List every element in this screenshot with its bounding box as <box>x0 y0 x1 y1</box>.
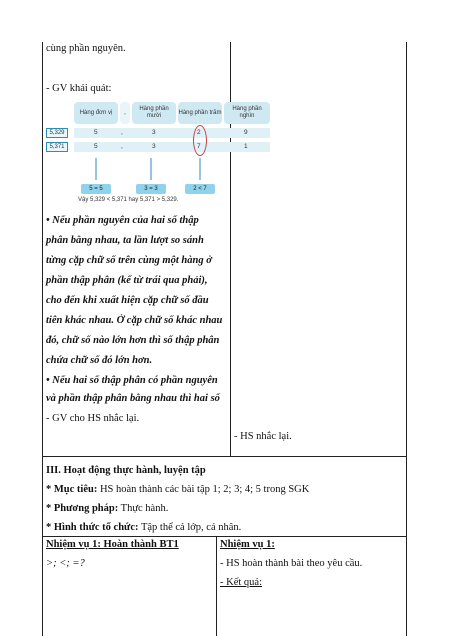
teacher-repeat: - GV cho HS nhắc lại. <box>46 413 140 424</box>
digit: 9 <box>244 129 248 136</box>
intro-tail: cùng phần nguyên. <box>46 43 126 54</box>
method-line <box>46 502 168 515</box>
digit: 3 <box>152 143 156 150</box>
form-text: Tập thể cả lớp, cá nhân. <box>138 522 242 533</box>
header-units: Hàng đơn vị <box>74 102 118 124</box>
rule-line: và phần thập phân bằng nhau thì hai số <box>46 393 220 404</box>
header-tenths: Hàng phần mười <box>132 102 176 124</box>
comparison-badge: 2 < 7 <box>185 184 215 194</box>
rule-line: cho đến khi xuất hiện cặp chữ số đầu <box>46 295 209 306</box>
row-label: 5,329 <box>46 128 68 138</box>
table-left-border <box>42 42 43 636</box>
column-divider-lower <box>216 536 217 636</box>
task1-right-line2: - Kết quả: <box>220 577 262 588</box>
place-value-figure <box>46 98 272 206</box>
task-row-divider <box>42 536 407 537</box>
rule-line: phần thập phân (kể từ trái qua phải), <box>46 275 208 286</box>
comma: , <box>121 129 123 136</box>
row-divider <box>42 456 407 457</box>
digit: 3 <box>152 129 156 136</box>
comma: , <box>121 143 123 150</box>
header-hundredths: Hàng phần trăm <box>178 102 222 124</box>
rule-line: từng cặp chữ số trên cùng một hàng ở <box>46 255 212 266</box>
task1-left-content: >; <; =? <box>46 558 85 569</box>
digit: 5 <box>94 143 98 150</box>
digit: 1 <box>244 143 248 150</box>
header-thousandths: Hàng phần nghìn <box>224 102 270 124</box>
method-label: * Phương pháp: <box>46 503 119 514</box>
task1-left-title: Nhiệm vụ 1: Hoàn thành BT1 <box>46 539 179 550</box>
figure-conclusion: Vậy 5,329 < 5,371 hay 5,371 > 5,329. <box>78 197 179 203</box>
rule-line: phân bằng nhau, ta lần lượt so sánh <box>46 235 204 246</box>
rule-line: tiên khác nhau. Ở cặp chữ số khác nhau <box>46 315 223 326</box>
rule-line: • Nếu phần nguyên của hai số thập <box>46 215 199 226</box>
comparison-badge: 3 = 3 <box>136 184 166 194</box>
digit: 7 <box>197 143 201 150</box>
lesson-table <box>42 42 406 636</box>
header-comma: , <box>120 102 130 124</box>
rule-line: chứa chữ số đó lớn hơn. <box>46 355 153 366</box>
table-row <box>74 128 270 138</box>
comparison-badge: 5 = 5 <box>81 184 111 194</box>
rule-line: đó, chữ số nào lớn hơn thì số thập phân <box>46 335 220 346</box>
task1-right-line1: - HS hoàn thành bài theo yêu cầu. <box>220 558 363 569</box>
highlight-oval <box>193 125 207 156</box>
goal-text: HS hoàn thành các bài tập 1; 2; 3; 4; 5 trong SGK <box>97 484 310 495</box>
digit: 2 <box>197 129 201 136</box>
goal-label: * Mục tiêu: <box>46 484 98 495</box>
generalize-label: - GV khái quát: <box>46 83 112 94</box>
rule-line: • Nếu hai số thập phân có phần nguyên <box>46 375 218 386</box>
goal-line <box>46 483 309 496</box>
section-title: III. Hoạt động thực hành, luyện tập <box>46 465 206 476</box>
form-line <box>46 521 241 534</box>
arrows <box>46 156 272 184</box>
row-label: 5,371 <box>46 142 68 152</box>
form-label: * Hình thức tổ chức: <box>46 522 139 533</box>
task1-right-title: Nhiệm vụ 1: <box>220 539 275 550</box>
table-right-border <box>406 42 407 636</box>
digit: 5 <box>94 129 98 136</box>
method-text: Thực hành. <box>118 503 169 514</box>
table-row <box>74 142 270 152</box>
student-repeat: - HS nhắc lại. <box>234 431 292 442</box>
